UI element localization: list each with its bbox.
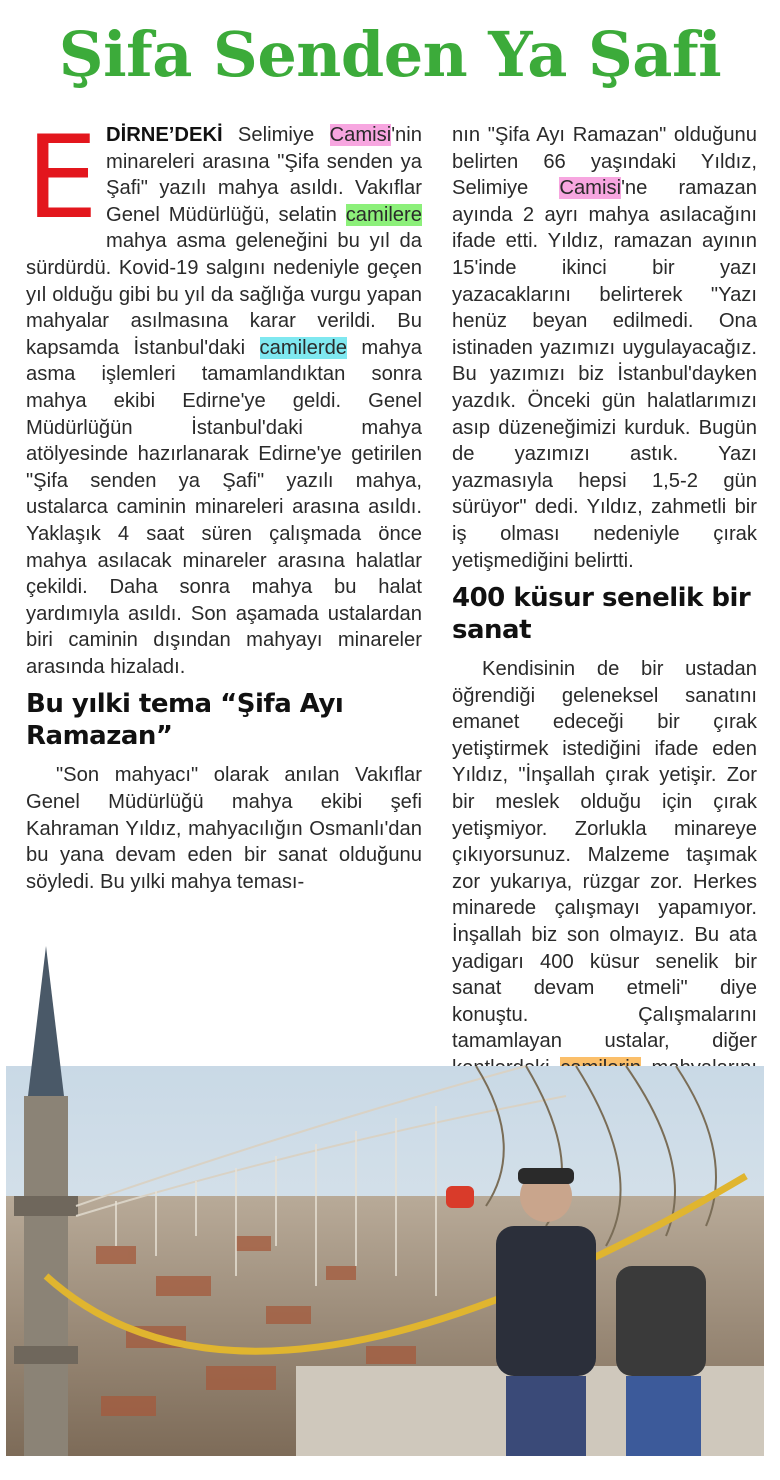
article-photo	[6, 946, 764, 1456]
drop-cap: E	[26, 111, 99, 244]
paragraph-continuation	[452, 122, 757, 574]
left-column	[26, 111, 423, 895]
subhead-sanat: 400 küsur senelik bir sanat	[452, 583, 751, 646]
subhead-tema: Bu yılki tema “Şifa Ayı Ramazan”	[26, 689, 344, 752]
text-run: mahya asma işlemleri tamamlandıktan sonra mahya ekibi Edirne'ye geldi. Genel Müdürlüğün İstanbul'daki mahya atölyesinde hazırlanarak Edirne'ye getirilen "Şifa senden ya Şafi" yazılı mahya, ustalarca caminin minareleri arasına asıldı. Yaklaşık 4 saat süren çalışmada önce mahya asılacak minareler arasına halatlar çekildi. Daha sonra mahya bu halat yardımıyla asıldı. Son aşamada ustalardan biri caminin dışından mahyayı minareler arasında hizaladı.	[26, 336, 423, 678]
text-run: 'ne ramazan ayında 2 ayrı mahya asılacağını ifade etti. Yıldız, ramazan ayının 15'inde ikinci bir yazı yazacaklarını belirterek "Yazı henüz beyan edilmedi. Ona istinaden yazımızı uygulayacağız. Bu yazımızı biz İstanbul'dayken yazdık. Önceki gün halatlarımızı asıp düzeneğimizi kurduk. Bugün de yazımızı astık. Yazı yazmasıyla hepsi 1,5-2 gün sürüyor" dedi. Yıldız, zahmetli bir iş olması nedeniyle çırak yetişmediğini belirtti.	[452, 177, 757, 572]
highlight-camilerde: camilerde	[259, 336, 348, 359]
text-run: mahya asma geleneğini bu yıl da sürdürdü. Kovid-19 salgını nedeniyle geçen yıl olduğu gibi bu yıl da sağlığa vurgu yapan mahyalar asılmasına karar verildi. Bu kapsamda İstanbul'daki	[26, 230, 422, 359]
text-run: nın "Şifa Ayı Ramazan" olduğunu belirten 66 yaşındaki Yıldız, Selimiye	[452, 124, 757, 200]
article-headline: Şifa Senden Ya Şafi	[58, 17, 722, 91]
opening-paragraph-wrap	[26, 111, 423, 680]
highlight-camisi: Camisi	[329, 124, 392, 146]
lead-in: DİRNE’DEKİ	[106, 124, 223, 146]
highlight-camilere: camilere	[345, 203, 422, 226]
worker-back	[616, 1266, 706, 1456]
paragraph-son-mahyaci: "Son mahyacı" olarak anılan Vakıflar Genel Müdürlüğü mahya ekibi şefi Kahraman Yıldız, mahyacılığın Osmanlı'dan bu yana devam eden bir sanat olduğunu söyledi. Bu yılki mahya teması-	[26, 764, 422, 893]
text-run: Selimiye	[222, 124, 330, 146]
highlight-camisi-2: Camisi	[559, 177, 622, 200]
text-run: Kendisinin de bir ustadan öğrendiği geleneksel sanatını emanet edeceği bir çırak yetiştirmek istediğini ifade eden Yıldız, "İnşallah çırak yetişir. Zor bir meslek olduğu için çırak yetişmiyor. Zorlukla minareye çıkıyorsunuz. Malzeme taşımak zor yukarıya, rüzgar zor. Herkes minarede çalışmayı yapamıyor. İnşallah biz son olmayız. Bu ata yadigarı 400 küsur senelik bir sanat devam etmeli" diye konuştu. Çalışmalarını tamamlayan ustalar, diğer	[452, 658, 757, 1053]
text-run: 'nin minareleri arasına "Şifa senden ya Şafi" yazılı mahya asıldı. Vakıflar Genel Müdürlüğü, selatin	[106, 124, 422, 226]
